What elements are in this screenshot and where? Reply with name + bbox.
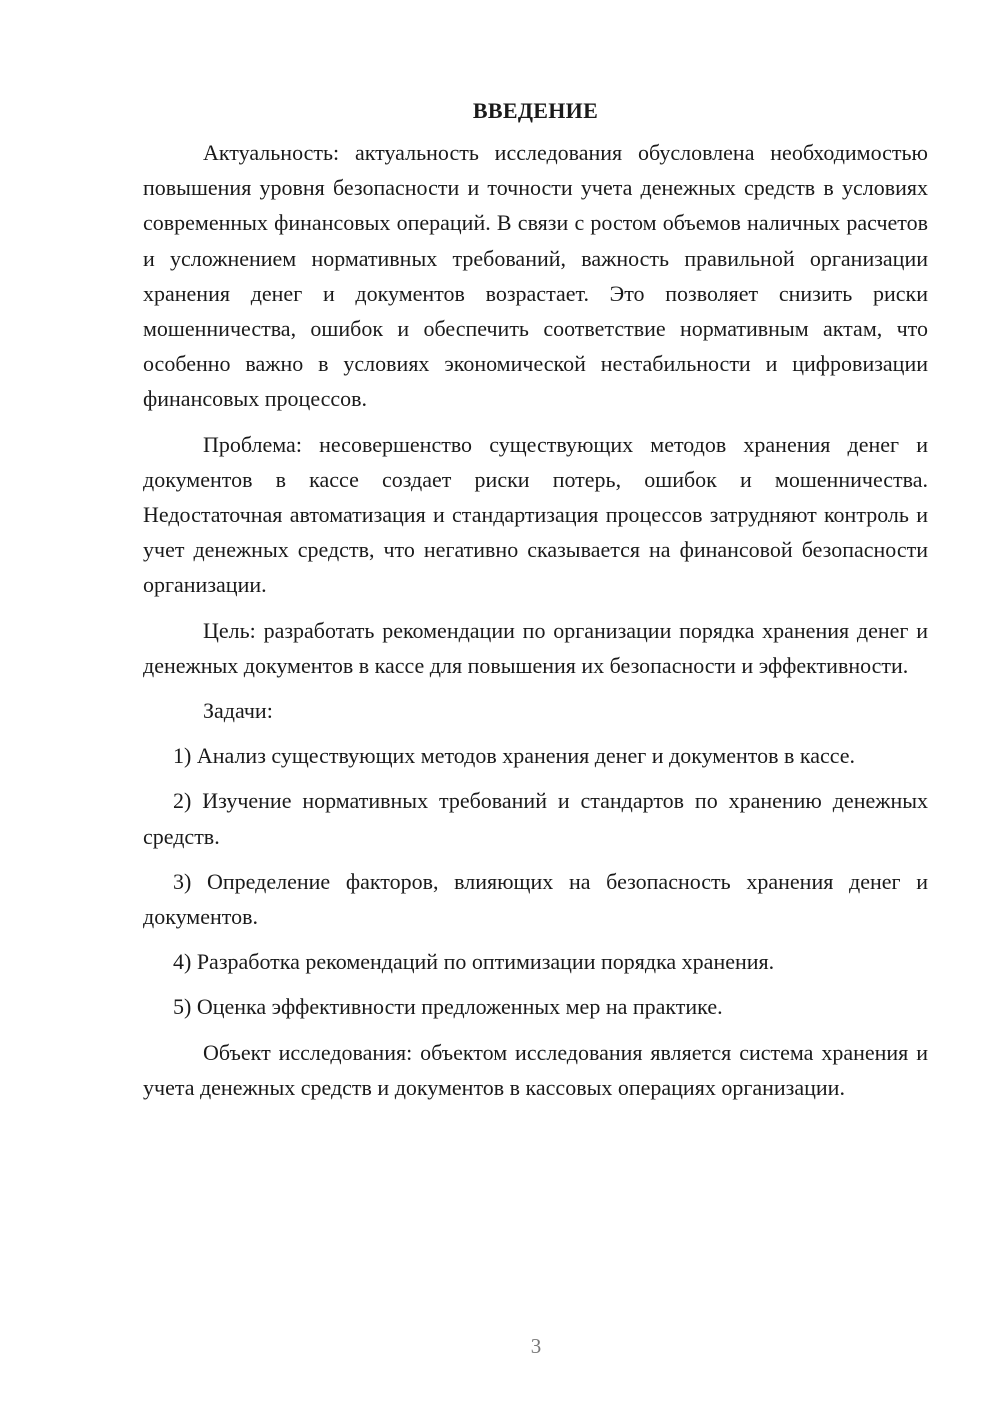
problem-paragraph: Проблема: несовершенство существующих методов хранения денег и документов в кассе создает риски потерь, ошибок и мошенничества. Недостаточная автоматизация и стандартизация процессов затрудняют контроль и учет денежных средств, что негативно сказывается на финансовой безопасности организации.: [143, 431, 928, 598]
relevance-paragraph: Актуальность: актуальность исследования обусловлена необходимостью повышения уровня безопасности и точности учета денежных средств в условиях современных финансовых операций. В связи с ростом объемов наличных расчетов и усложнением нормативных требований, важность правильной организации хранения денег и документов возрастает. Это позволяет снизить риски мошенничества, ошибок и обеспечить соответствие нормативным актам, что особенно важно в условиях экономической нестабильности и цифровизации финансовых процессов.: [143, 140, 928, 412]
page-content: [143, 97, 928, 1115]
goal-paragraph: Цель: разработать рекомендации по организации порядка хранения денег и денежных документов в кассе для повышения их безопасности и эффективности.: [143, 617, 928, 678]
task-item: 3) Определение факторов, влияющих на безопасность хранения денег и документов.: [143, 868, 928, 930]
task-item: 1) Анализ существующих методов хранения денег и документов в кассе.: [173, 743, 856, 769]
tasks-heading: Задачи:: [203, 698, 273, 724]
task-item: 2) Изучение нормативных требований и стандартов по хранению денежных средств.: [143, 788, 928, 849]
task-item: 4) Разработка рекомендаций по оптимизации порядка хранения.: [173, 949, 775, 975]
task-item: 5) Оценка эффективности предложенных мер на практике.: [173, 994, 723, 1020]
page-heading: ВВЕДЕНИЕ: [472, 98, 599, 123]
page-number: 3: [530, 1334, 542, 1358]
object-paragraph: Объект исследования: объектом исследования является система хранения и учета денежных средств и документов в кассовых операциях организации.: [143, 1039, 928, 1100]
